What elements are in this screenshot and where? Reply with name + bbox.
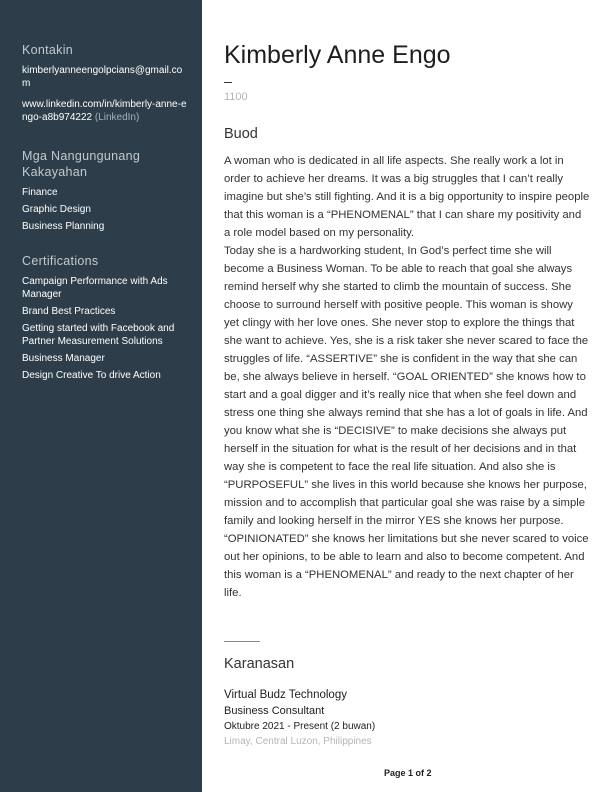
skill-item: Graphic Design (22, 204, 91, 215)
postal-code: 1100 (224, 91, 248, 103)
linkedin-label: (LinkedIn) (94, 112, 140, 123)
certification-item: Getting started with Facebook and Partner Measurement Solutions (22, 323, 175, 347)
headline-dash (224, 82, 232, 83)
experience-location: Limay, Central Luzon, Philippines (224, 736, 372, 747)
skills-list (22, 186, 190, 233)
certifications-section (22, 253, 190, 386)
summary-paragraph: A woman who is dedicated in all life aspects. She really work a lot in order to achieve her dreams. It was a big struggles that I can’t really imagine but she’s still fighting. And it is a big opportunity to inspire people that this woman is a “PHENOMENAL” that I can share my positivity and a role model based on my personality. (224, 155, 590, 239)
certification-item: Campaign Performance with Ads Manager (22, 276, 168, 300)
skills-section (22, 148, 190, 237)
section-divider (224, 641, 260, 642)
certification-item: Business Manager (22, 353, 105, 364)
certification-item: Design Creative To drive Action (22, 370, 161, 381)
skills-heading: Mga Nangungunang Kakayahan (22, 149, 141, 179)
contact-section (22, 42, 190, 124)
linkedin-url[interactable]: www.linkedin.com/in/kimberly-anne-engo-a8b974222 (22, 99, 187, 123)
skill-item: Business Planning (22, 221, 105, 232)
certification-item: Brand Best Practices (22, 306, 116, 317)
linkedin-link[interactable] (22, 98, 190, 124)
sidebar (0, 0, 202, 792)
email-link[interactable]: kimberlyanneengolpcians@gmail.com (22, 65, 183, 89)
profile-name: Kimberly Anne Engo (224, 41, 451, 69)
experience-heading: Karanasan (224, 656, 295, 672)
summary-body (224, 152, 590, 602)
contact-heading: Kontakin (22, 43, 74, 57)
experience-role: Business Consultant (224, 705, 325, 717)
page-indicator: Page 1 of 2 (384, 768, 432, 778)
certifications-heading: Certifications (22, 254, 99, 268)
skill-item: Finance (22, 187, 58, 198)
experience-item (224, 687, 584, 749)
certifications-list (22, 275, 187, 382)
experience-dates: Oktubre 2021 - Present (2 buwan) (224, 721, 376, 732)
experience-company: Virtual Budz Technology (224, 689, 347, 701)
summary-heading: Buod (224, 126, 258, 142)
summary-paragraph: Today she is a hardworking student, In God’s perfect time she will become a Business Woman. To be able to reach that goal she always remind herself why she started to climb the mountain of success. She choose to surround herself with positive people. This woman is showy yet clingy with her love ones. She never stop to explore the things that she want to achieve. Yes, she is a risk taker she never scared to face the struggles of life. “ASSERTIVE” she is confident in the way that she can be, she always believe in herself. “GOAL ORIENTED” she knows how to start and a goal digger and it’s really nice that when she feel down and stress one thing she always remind that she has a lot of goals in life. And you know what she is “DECISIVE” to make decisions she always put herself in the situation for what is the result of her decisions and in that way she is competent to face the real life situation. And also she is “PURPOSEFUL” she lives in this world because she knows her purpose, mission and to accomplish that particular goal she was raise by a simple family and looking herself in the mirror YES she knows her purpose. “OPINIONATED” she knows her limitations but she never scared to voice out her opinions, to be able to learn and also to become competent. And this woman is a “PHENOMENAL” and ready to the next chapter of her life. (224, 245, 589, 599)
